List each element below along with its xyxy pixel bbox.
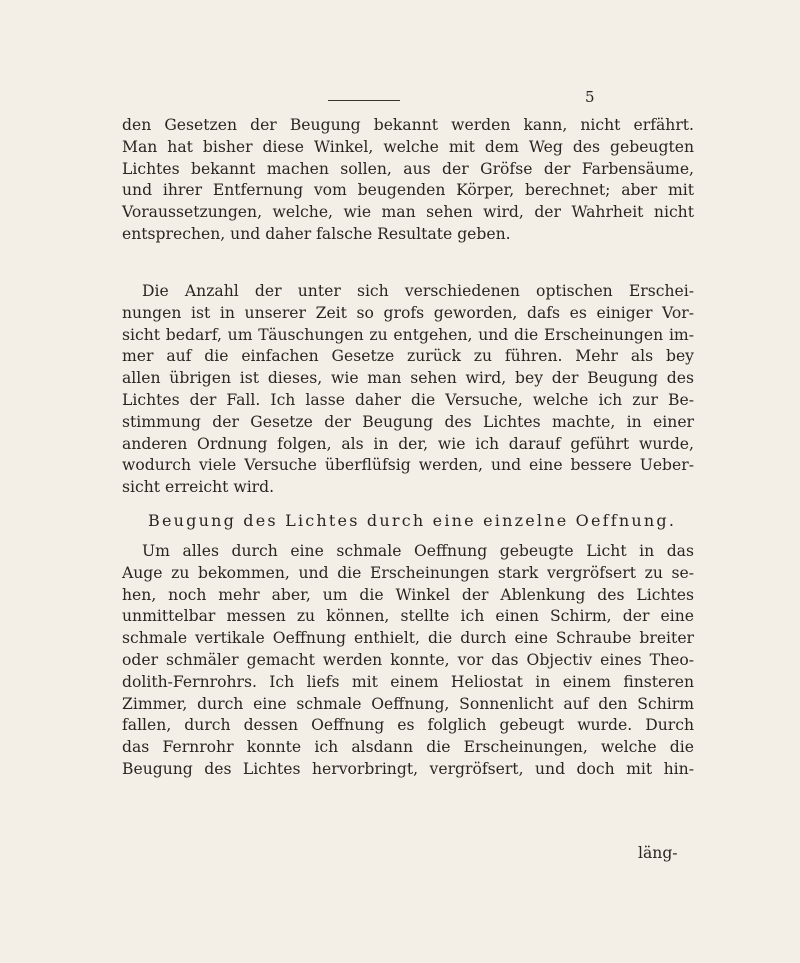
header-rule [328, 100, 400, 101]
text-line: stimmung der Gesetze der Beugung des Lichtes machte, in einer [122, 412, 694, 431]
text-line: Lichtes der Fall. Ich lasse daher die Versuche, welche ich zur Be- [122, 390, 694, 409]
page-number: 5 [585, 88, 595, 106]
text-line: Um alles durch eine schmale Oeffnung gebeugte Licht in das [142, 542, 694, 560]
text-line: und ihrer Entfernung vom beugenden Körper, berechnet; aber mit [122, 181, 694, 200]
text-line: Lichtes bekannt machen sollen, aus der Gröfse der Farbensäume, [122, 159, 694, 178]
text-line: schmale vertikale Oeffnung enthielt, die durch eine Schraube breiter [122, 629, 694, 648]
text-line: unmittelbar messen zu können, stellte ich einen Schirm, der eine [122, 607, 694, 626]
paragraph-2 [122, 281, 694, 499]
text-line: nungen ist in unserer Zeit so grofs geworden, dafs es einiger Vor- [122, 303, 694, 322]
text-line: Auge zu bekommen, und die Erscheinungen stark vergröfsert zu se- [122, 563, 694, 582]
text-line: sicht erreicht wird. [122, 478, 275, 497]
text-line: Zimmer, durch eine schmale Oeffnung, Sonnenlicht auf den Schirm [122, 694, 694, 713]
text-line: sicht bedarf, um Täuschungen zu entgehen, und die Erscheinungen im- [122, 325, 694, 344]
paragraph-3 [122, 541, 694, 781]
text-line: mer auf die einfachen Gesetze zurück zu führen. Mehr als bey [122, 347, 694, 366]
text-line: Die Anzahl der unter sich verschiedenen optischen Erschei- [142, 282, 694, 300]
text-line: das Fernrohr konnte ich alsdann die Erscheinungen, welche die [122, 738, 694, 757]
text-line: dolith-Fernrohrs. Ich liefs mit einem Heliostat in einem finsteren [122, 672, 694, 691]
section-heading: Beugung des Lichtes durch eine einzelne Oeffnung. [148, 511, 677, 530]
text-line: allen übrigen ist dieses, wie man sehen wird, bey der Beugung des [122, 369, 694, 388]
text-line: anderen Ordnung folgen, als in der, wie ich darauf geführt wurde, [122, 434, 694, 453]
text-line: Man hat bisher diese Winkel, welche mit dem Weg des gebeugten [122, 137, 694, 156]
paragraph-1 [122, 115, 694, 246]
text-line: hen, noch mehr aber, um die Winkel der Ablenkung des Lichtes [122, 585, 694, 604]
text-line: den Gesetzen der Beugung bekannt werden kann, nicht erfährt. [122, 116, 694, 134]
catchword: läng- [638, 844, 678, 862]
text-line: fallen, durch dessen Oeffnung es folglich gebeugt wurde. Durch [122, 716, 694, 735]
text-line: Beugung des Lichtes hervorbringt, vergröfsert, und doch mit hin- [122, 759, 694, 778]
text-line: Voraussetzungen, welche, wie man sehen wird, der Wahrheit nicht [122, 203, 694, 222]
text-line: wodurch viele Versuche überflüfsig werden, und eine bessere Ueber- [122, 456, 694, 475]
text-line: oder schmäler gemacht werden konnte, vor das Objectiv eines Theo- [122, 650, 694, 669]
text-line: entsprechen, und daher falsche Resultate geben. [122, 224, 511, 243]
